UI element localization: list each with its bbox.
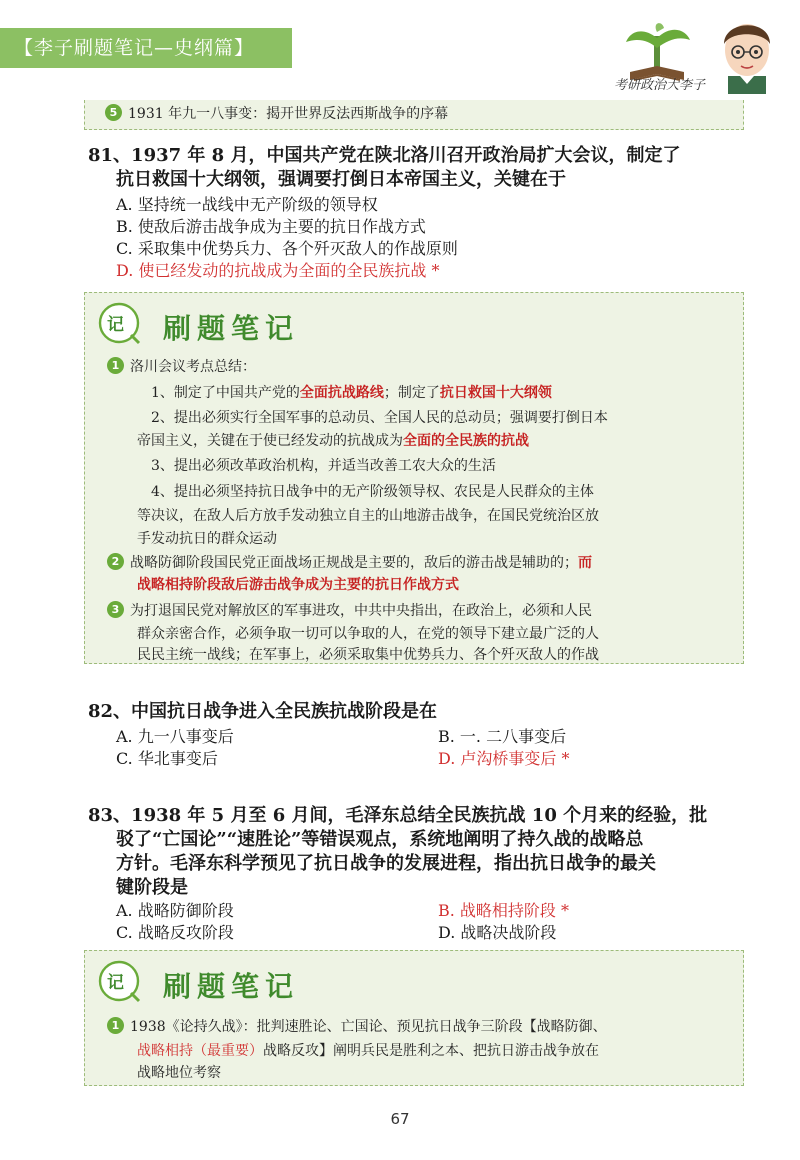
page-number: 67	[390, 1110, 410, 1128]
q83-option-c: C. 战略反攻阶段	[116, 923, 234, 942]
note-line: 3、提出必须改革政治机构，并适当改善工农大众的生活	[151, 458, 496, 474]
q83-option-d: D. 战略决战阶段	[438, 923, 557, 942]
note-number-badge: 5	[105, 104, 122, 121]
q82-stem: 82、中国抗日战争进入全民族抗战阶段是在	[88, 701, 438, 722]
note-title: 刷题笔记	[163, 312, 300, 345]
note-line: 等决议，在敌人后方放手发动独立自主的山地游击战争，在国民党统治区放	[137, 508, 599, 524]
avatar-cartoon-icon	[718, 14, 776, 94]
note-line: 2 战略防御阶段国民党正面战场正规战是主要的，敌后的游击战是辅助的；而	[107, 551, 592, 575]
note-box-2	[84, 950, 744, 1086]
note-line: 1 1938《论持久战》：批判速胜论、亡国论、预见抗日战争三阶段【战略防御、	[107, 1015, 607, 1039]
q82-option-c: C. 华北事变后	[116, 749, 218, 768]
q83-stem-line2: 驳了“亡国论”“速胜论”等错误观点，系统地阐明了持久战的战略总	[116, 829, 644, 850]
q81-option-b: B. 使敌后游击战争成为主要的抗日作战方式	[116, 217, 426, 236]
note-badge-label: 记	[107, 315, 124, 335]
q81-option-c: C. 采取集中优势兵力、各个歼灭敌人的作战原则	[116, 239, 458, 258]
q81-option-a: A. 坚持统一战线中无产阶级的领导权	[116, 195, 378, 214]
note-line: 1、制定了中国共产党的全面抗战路线；制定了抗日救国十大纲领	[151, 385, 552, 401]
brand-text: 考研政治大李子	[614, 78, 706, 93]
note-text: 1931 年九一八事变：揭开世界反法西斯战争的序幕	[128, 106, 449, 122]
note-line: 2、提出必须实行全国军事的总动员、全国人民的总动员；强调要打倒日本	[151, 410, 608, 426]
note-badge-label: 记	[107, 973, 124, 993]
note-point-heading: 洛川会议考点总结：	[130, 359, 256, 375]
q83-stem-line4: 键阶段是	[116, 877, 188, 898]
q83-option-a: A. 战略防御阶段	[116, 901, 234, 920]
q81-option-d-answer: D. 使已经发动的抗战成为全面的全民族抗战 *	[116, 261, 440, 280]
note-line: 帝国主义，关键在于使已经发动的抗战成为全面的全民族的抗战	[137, 433, 529, 449]
note-line: 3 为打退国民党对解放区的军事进攻，中共中央指出，在政治上，必须和人民	[107, 599, 592, 623]
q82-option-b: B. 一. 二八事变后	[438, 727, 567, 746]
note-line: 群众亲密合作，必须争取一切可以争取的人，在党的领导下建立最广泛的人	[137, 626, 599, 642]
note-line: 战略相持阶段敌后游击战争成为主要的抗日作战方式	[137, 577, 459, 593]
note-box-1	[84, 292, 744, 664]
note-line: 4、提出必须坚持抗日战争中的无产阶级领导权、农民是人民群众的主体	[151, 484, 594, 500]
note-number-badge: 1	[107, 357, 124, 374]
note-fragment-top	[84, 100, 744, 130]
q81-stem-line1: 81、1937 年 8 月，中国共产党在陕北洛川召开政治局扩大会议，制定了	[88, 145, 681, 166]
q81-stem-line2: 抗日救国十大纲领，强调要打倒日本帝国主义，关键在于	[116, 169, 566, 190]
header-tag: 【李子刷题笔记—史纲篇】	[0, 28, 292, 68]
note-line: 战略相持（最重要）战略反攻】阐明兵民是胜利之本、把抗日游击战争放在	[137, 1043, 599, 1059]
note-line: 战略地位考察	[137, 1065, 221, 1081]
note-line: 手发动抗日的群众运动	[137, 531, 277, 547]
q82-option-a: A. 九一八事变后	[116, 727, 234, 746]
q83-stem-line3: 方针。毛泽东科学预见了抗日战争的发展进程，指出抗日战争的最关	[116, 853, 656, 874]
q83-option-b-answer: B. 战略相持阶段 *	[438, 901, 570, 920]
note-title: 刷题笔记	[163, 970, 300, 1003]
note-line: 民民主统一战线；在军事上，必须采取集中优势兵力、各个歼灭敌人的作战	[137, 647, 599, 663]
q83-stem-line1: 83、1938 年 5 月至 6 月间，毛泽东总结全民族抗战 10 个月来的经验，批	[88, 805, 708, 826]
q82-option-d-answer: D. 卢沟桥事变后 *	[438, 749, 570, 768]
